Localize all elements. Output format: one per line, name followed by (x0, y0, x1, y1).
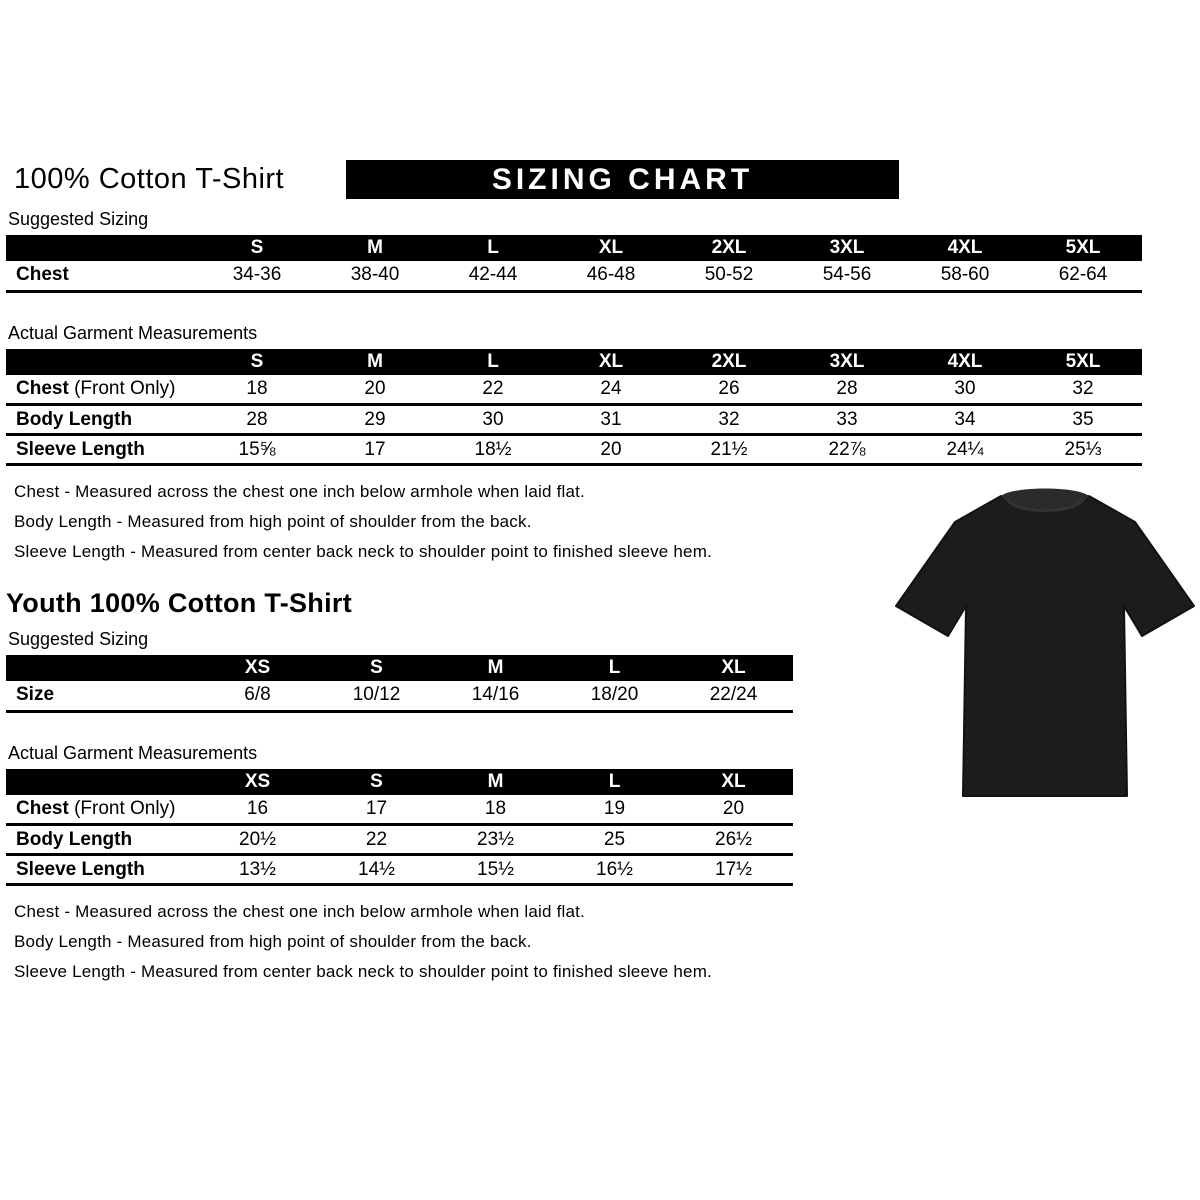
cell: 22/24 (674, 681, 793, 711)
cell: 31 (552, 405, 670, 435)
cell: 23½ (436, 825, 555, 855)
cell: 34-36 (198, 261, 316, 291)
col-header: 2XL (670, 349, 788, 375)
cell: 28 (788, 375, 906, 405)
cell: 18½ (434, 435, 552, 465)
cell: 22⅞ (788, 435, 906, 465)
corner-cell (6, 349, 198, 375)
col-header: L (434, 349, 552, 375)
row-label: Chest (16, 377, 69, 399)
cell: 14½ (317, 855, 436, 885)
youth-suggested-label: Suggested Sizing (8, 629, 149, 649)
row-label: Body Length (16, 828, 133, 850)
col-header: M (316, 349, 434, 375)
cell: 14/16 (436, 681, 555, 711)
col-header: XL (552, 235, 670, 261)
row-label: Size (16, 684, 55, 706)
note-sleeve-length: Sleeve Length - Measured from center back neck to shoulder point to finished sleeve hem. (14, 542, 712, 561)
corner-cell (6, 235, 198, 261)
cell: 13½ (198, 855, 317, 885)
cell: 32 (670, 405, 788, 435)
cell: 25⅓ (1024, 435, 1142, 465)
cell: 21½ (670, 435, 788, 465)
youth-title: Youth 100% Cotton T-Shirt (6, 588, 352, 618)
col-header: M (436, 655, 555, 681)
cell: 17 (317, 795, 436, 825)
col-header: S (198, 235, 316, 261)
cell: 32 (1024, 375, 1142, 405)
cell: 30 (906, 375, 1024, 405)
col-header: 3XL (788, 235, 906, 261)
cell: 20½ (198, 825, 317, 855)
cell: 17 (316, 435, 434, 465)
cell: 38-40 (316, 261, 434, 291)
note-chest: Chest - Measured across the chest one inch below armhole when laid flat. (14, 902, 585, 921)
tshirt-icon (895, 478, 1195, 808)
col-header: 2XL (670, 235, 788, 261)
table-row (6, 405, 1142, 435)
col-header: M (316, 235, 434, 261)
youth-actual-table (6, 769, 793, 887)
cell: 16½ (555, 855, 674, 885)
cell: 62-64 (1024, 261, 1142, 291)
row-label-suffix: (Front Only) (68, 797, 176, 819)
cell: 54-56 (788, 261, 906, 291)
row-label-cell (6, 375, 198, 405)
page-title: 100% Cotton T-Shirt (14, 163, 285, 195)
adult-actual-label: Actual Garment Measurements (8, 322, 258, 343)
cell: 50-52 (670, 261, 788, 291)
table-row (6, 855, 793, 885)
cell: 26½ (674, 825, 793, 855)
cell: 35 (1024, 405, 1142, 435)
col-header: XL (674, 769, 793, 795)
cell: 18 (436, 795, 555, 825)
cell: 30 (434, 405, 552, 435)
col-header: 5XL (1024, 235, 1142, 261)
row-label-suffix: (Front Only) (68, 377, 176, 399)
table-row (6, 261, 1142, 291)
adult-actual-table (6, 349, 1142, 467)
header-row (6, 235, 1142, 261)
col-header: L (555, 769, 674, 795)
col-header: 4XL (906, 235, 1024, 261)
cell: 33 (788, 405, 906, 435)
cell: 10/12 (317, 681, 436, 711)
col-header: 3XL (788, 349, 906, 375)
row-label-cell (6, 795, 198, 825)
col-header: S (317, 769, 436, 795)
cell: 24 (552, 375, 670, 405)
header-row (6, 655, 793, 681)
tshirt-product-image (895, 478, 1195, 808)
cell: 20 (316, 375, 434, 405)
note-body-length: Body Length - Measured from high point of shoulder from the back. (14, 512, 532, 531)
table-row (6, 375, 1142, 405)
row-label: Chest (16, 264, 69, 286)
cell: 20 (674, 795, 793, 825)
table-row (6, 795, 793, 825)
cell: 26 (670, 375, 788, 405)
youth-actual-label: Actual Garment Measurements (8, 742, 258, 763)
col-header: XS (198, 769, 317, 795)
header-row (6, 349, 1142, 375)
col-header: XS (198, 655, 317, 681)
sizing-chart-banner: SIZING CHART (346, 160, 899, 199)
col-header: S (317, 655, 436, 681)
row-label: Sleeve Length (16, 858, 145, 880)
cell: 29 (316, 405, 434, 435)
col-header: 4XL (906, 349, 1024, 375)
col-header: L (555, 655, 674, 681)
cell: 58-60 (906, 261, 1024, 291)
cell: 34 (906, 405, 1024, 435)
header-row (6, 769, 793, 795)
cell: 28 (198, 405, 316, 435)
row-label-cell (6, 435, 198, 465)
cell: 19 (555, 795, 674, 825)
cell: 18/20 (555, 681, 674, 711)
cell: 46-48 (552, 261, 670, 291)
youth-suggested-table (6, 655, 793, 713)
col-header: M (436, 769, 555, 795)
col-header: S (198, 349, 316, 375)
col-header: L (434, 235, 552, 261)
row-label-cell (6, 261, 198, 291)
row-label-cell (6, 825, 198, 855)
row-label: Chest (16, 797, 69, 819)
row-label: Body Length (16, 408, 133, 430)
col-header: XL (674, 655, 793, 681)
note-body-length: Body Length - Measured from high point of shoulder from the back. (14, 932, 532, 951)
row-label-cell (6, 855, 198, 885)
row-label: Sleeve Length (16, 438, 145, 460)
cell: 6/8 (198, 681, 317, 711)
cell: 18 (198, 375, 316, 405)
cell: 16 (198, 795, 317, 825)
cell: 24¼ (906, 435, 1024, 465)
title-row (6, 160, 1146, 199)
col-header: XL (552, 349, 670, 375)
adult-suggested-table (6, 235, 1142, 293)
note-chest: Chest - Measured across the chest one inch below armhole when laid flat. (14, 482, 585, 501)
corner-cell (6, 769, 198, 795)
youth-notes (14, 902, 1146, 982)
table-row (6, 825, 793, 855)
cell: 42-44 (434, 261, 552, 291)
table-row (6, 681, 793, 711)
row-label-cell (6, 405, 198, 435)
cell: 25 (555, 825, 674, 855)
cell: 15⅝ (198, 435, 316, 465)
cell: 22 (317, 825, 436, 855)
corner-cell (6, 655, 198, 681)
adult-suggested-label: Suggested Sizing (8, 209, 149, 229)
cell: 17½ (674, 855, 793, 885)
table-row (6, 435, 1142, 465)
cell: 22 (434, 375, 552, 405)
col-header: 5XL (1024, 349, 1142, 375)
note-sleeve-length: Sleeve Length - Measured from center back neck to shoulder point to finished sleeve hem. (14, 962, 712, 981)
cell: 15½ (436, 855, 555, 885)
cell: 20 (552, 435, 670, 465)
row-label-cell (6, 681, 198, 711)
